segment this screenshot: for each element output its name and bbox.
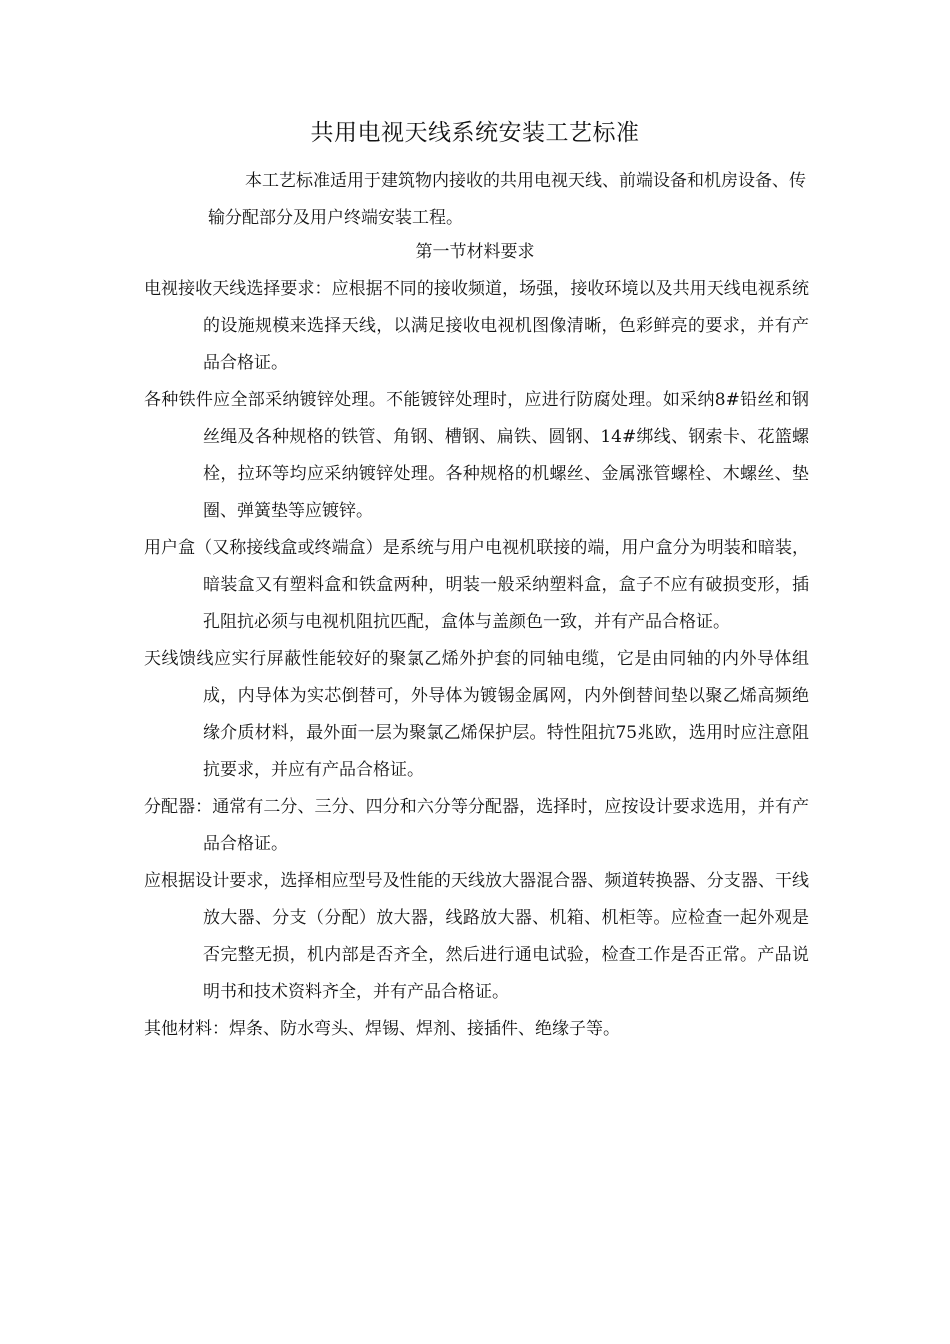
section-heading: 第一节材料要求 (415, 242, 535, 262)
requirement-item: 天线馈线应实行屏蔽性能较好的聚氯乙烯外护套的同轴电缆，它是由同轴的内外导体组成，内导体为实芯倒替可，外导体为镀锡金属网，内外倒替间垫以聚乙烯高频绝缘介质材料，最外面一层为聚氯乙烯保护层。特性阻抗75兆欧，选用时应注意阻抗要求，并应有产品合格证。 (144, 649, 809, 780)
document-title: 共用电视天线系统安装工艺标准 (310, 120, 640, 146)
intro-paragraph: 本工艺标准适用于建筑物内接收的共用电视天线、前端设备和机房设备、传输分配部分及用户终端安装工程。 (208, 171, 806, 228)
requirement-item: 其他材料：焊条、防水弯头、焊锡、焊剂、接插件、绝缘子等。 (144, 1019, 620, 1039)
requirements-list (144, 271, 809, 1048)
requirement-item: 分配器：通常有二分、三分、四分和六分等分配器，选择时，应按设计要求选用，并有产品合格证。 (144, 797, 809, 854)
requirement-item: 用户盒（又称接线盒或终端盒）是系统与用户电视机联接的端，用户盒分为明装和暗装，暗装盒又有塑料盒和铁盒两种，明装一般采纳塑料盒，盒子不应有破损变形，插孔阻抗必须与电视机阻抗匹配，盒体与盖颜色一致，并有产品合格证。 (144, 538, 809, 632)
requirement-item: 电视接收天线选择要求：应根据不同的接收频道，场强，接收环境以及共用天线电视系统的设施规模来选择天线，以满足接收电视机图像清晰，色彩鲜亮的要求，并有产品合格证。 (144, 279, 809, 373)
requirement-item: 各种铁件应全部采纳镀锌处理。不能镀锌处理时，应进行防腐处理。如采纳8#铅丝和钢丝绳及各种规格的铁管、角钢、槽钢、扁铁、圆钢、14#绑线、钢索卡、花篮螺栓，拉环等均应采纳镀锌处理。各种规格的机螺丝、金属涨管螺栓、木螺丝、垫圈、弹簧垫等应镀锌。 (144, 390, 809, 521)
requirement-item: 应根据设计要求，选择相应型号及性能的天线放大器混合器、频道转换器、分支器、干线放大器、分支（分配）放大器，线路放大器、机箱、机柜等。应检查一起外观是否完整无损，机内部是否齐全，然后进行通电试验，检查工作是否正常。产品说明书和技术资料齐全，并有产品合格证。 (144, 871, 809, 1002)
